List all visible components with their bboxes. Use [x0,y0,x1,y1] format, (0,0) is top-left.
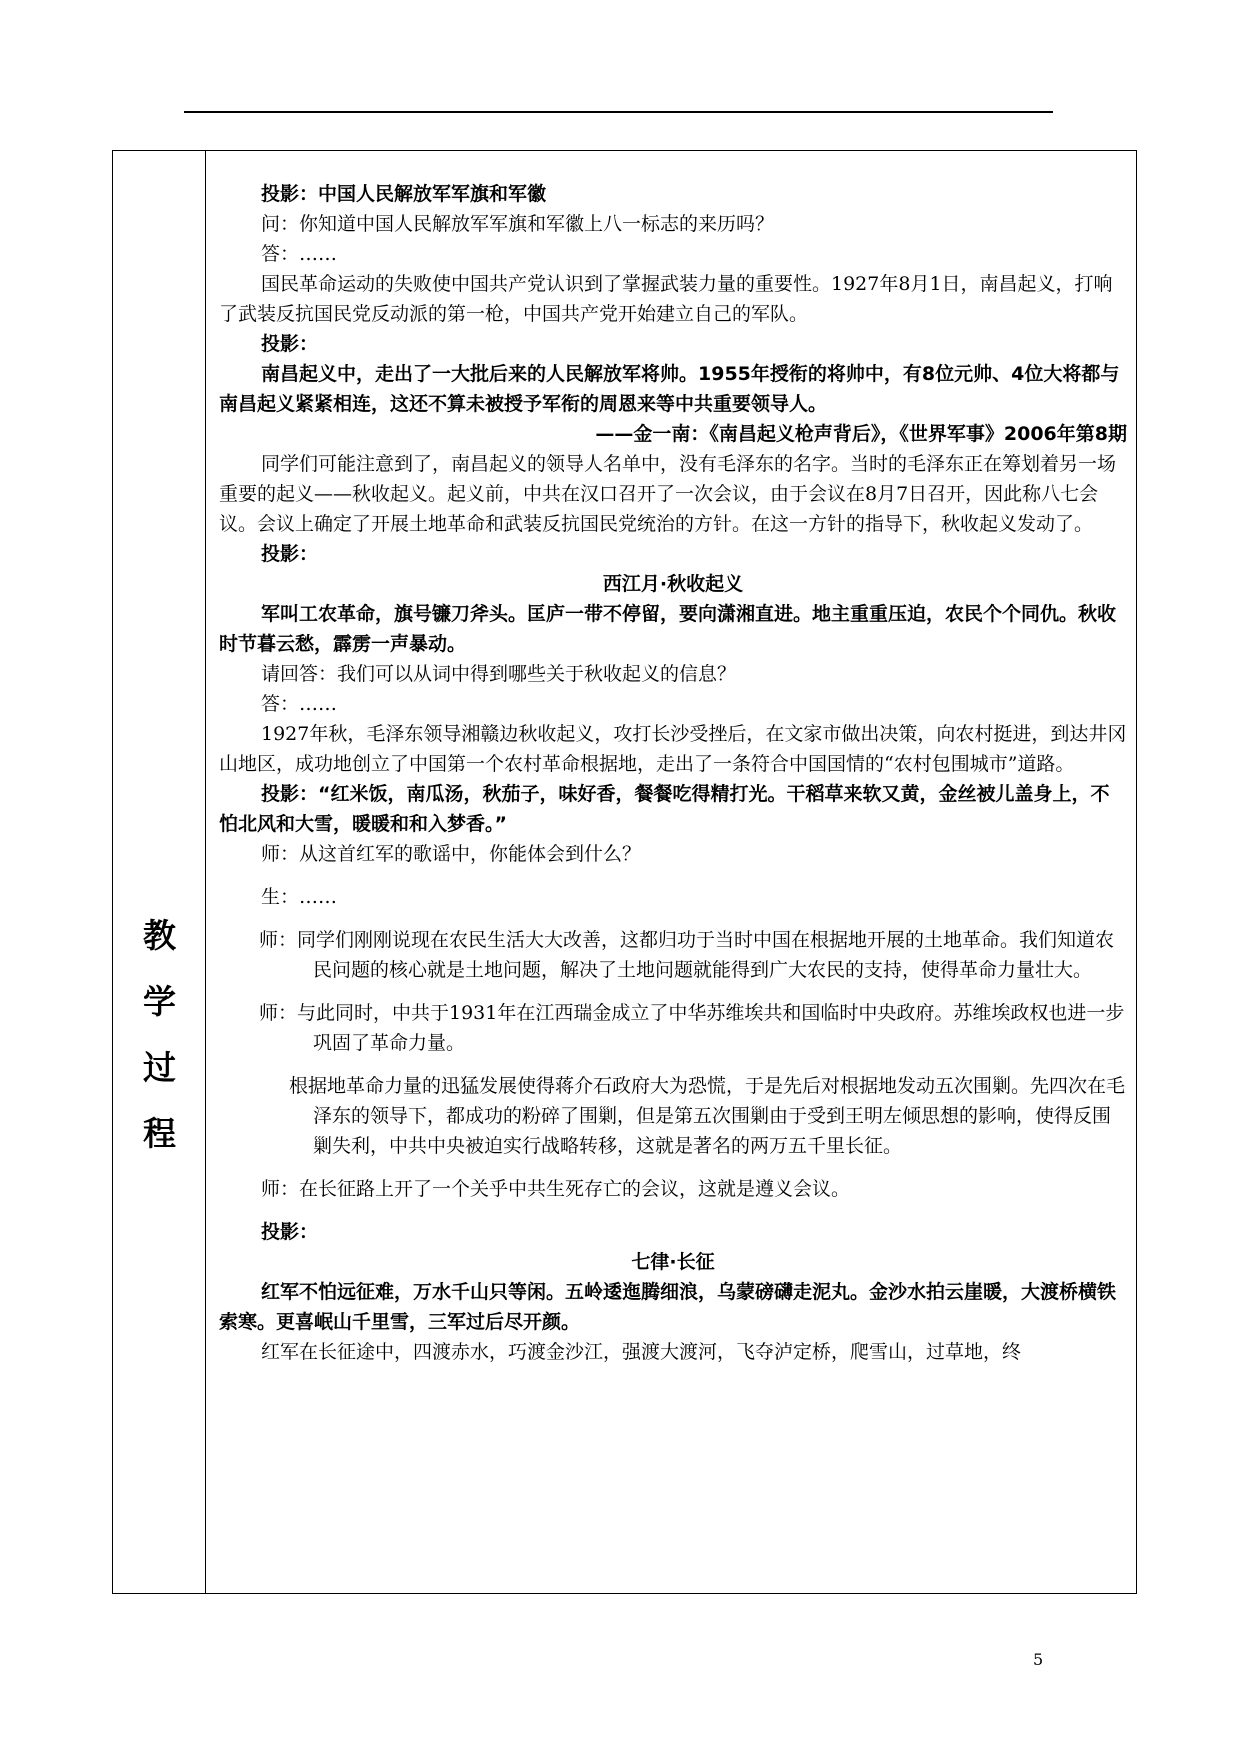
projection-quote: 南昌起义中，走出了一大批后来的人民解放军将帅。1955年授衔的将帅中，有8位元帅、4位大将都与南昌起义紧紧相连，这还不算未被授予军衔的周恩来等中共重要领导人。 [219,363,1120,415]
label-char: 学 [143,982,176,1021]
projection-heading: 投影：中国人民解放军军旗和军徽 [261,183,547,205]
student-line: 生：…… [261,886,338,908]
header-rule [184,111,1053,113]
poem-title: 西江月·秋收起义 [602,573,744,595]
projection-label: 投影： [261,1221,319,1243]
teacher-line: 师：同学们刚刚说现在农民生活大大改善，这都归功于当时中国在根据地开展的土地革命。我们知道农民问题的核心就是土地问题，解决了土地问题就能得到广大农民的支持，使得革命力量壮大。 [259,929,1115,981]
paragraph: 红军在长征途中，四渡赤水，巧渡金沙江，强渡大渡河，飞夺泸定桥，爬雪山，过草地，终 [261,1341,1022,1363]
lesson-table [112,150,1137,1594]
page-number: 5 [1033,1650,1044,1669]
teacher-line: 师：在长征路上开了一个关乎中共生死存亡的会议，这就是遵义会议。 [261,1178,851,1200]
poem-text: 红军不怕远征难，万水千山只等闲。五岭逶迤腾细浪，乌蒙磅礴走泥丸。金沙水拍云崖暖，大渡桥横铁索寒。更喜岷山千里雪，三军过后尽开颜。 [219,1281,1117,1333]
question: 请回答：我们可以从词中得到哪些关于秋收起义的信息？ [261,663,737,685]
label-char: 程 [143,1114,176,1153]
paragraph: 同学们可能注意到了，南昌起义的领导人名单中，没有毛泽东的名字。当时的毛泽东正在筹划着另一场重要的起义——秋收起义。起义前，中共在汉口召开了一次会议，由于会议在8月7日召开，因此称八七会议。会议上确定了开展土地革命和武装反抗国民党统治的方针。在这一方针的指导下，秋收起义发动了。 [219,453,1117,535]
poem-text: 军叫工农革命，旗号镰刀斧头。匡庐一带不停留，要向潇湘直进。地主重重压迫，农民个个同仇。秋收时节暮云愁，霹雳一声暴动。 [219,603,1117,655]
teacher-line: 师：与此同时，中共于1931年在江西瑞金成立了中华苏维埃共和国临时中央政府。苏维埃政权也进一步巩固了革命力量。 [259,1002,1125,1054]
teacher-line: 师：从这首红军的歌谣中，你能体会到什么？ [261,843,642,865]
projection-label: 投影： [261,543,319,565]
question: 问：你知道中国人民解放军军旗和军徽上八一标志的来历吗？ [261,213,775,235]
projection-label: 投影： [261,333,319,355]
label-char: 教 [143,916,176,955]
paragraph: 1927年秋，毛泽东领导湘赣边秋收起义，攻打长沙受挫后，在文家市做出决策，向农村挺进，到达井冈山地区，成功地创立了中国第一个农村革命根据地，走出了一条符合中国国情的“农村包围城市”道路。 [219,723,1127,775]
projection-song: 投影：“红米饭，南瓜汤，秋茄子，味好香，餐餐吃得精打光。干稻草来软又黄，金丝被儿盖身上，不怕北风和大雪，暖暖和和入梦香。” [219,783,1110,835]
paragraph: 国民革命运动的失败使中国共产党认识到了掌握武装力量的重要性。1927年8月1日，南昌起义，打响了武装反抗国民党反动派的第一枪，中国共产党开始建立自己的军队。 [219,273,1113,325]
paragraph: 根据地革命力量的迅猛发展使得蒋介石政府大为恐慌，于是先后对根据地发动五次围剿。先四次在毛泽东的领导下，都成功的粉碎了围剿，但是第五次围剿由于受到王明左倾思想的影响，使得反围剿失利，中共中央被迫实行战略转移，这就是著名的两万五千里长征。 [289,1075,1126,1157]
section-label-cell [113,151,206,1593]
answer: 答：…… [261,243,338,265]
answer: 答：…… [261,693,338,715]
lesson-content [219,179,1127,1367]
section-label [113,903,206,1167]
label-char: 过 [143,1048,176,1087]
citation: ——金一南：《南昌起义枪声背后》，《世界军事》2006年第8期 [595,423,1127,445]
poem-title: 七律·长征 [631,1251,715,1273]
